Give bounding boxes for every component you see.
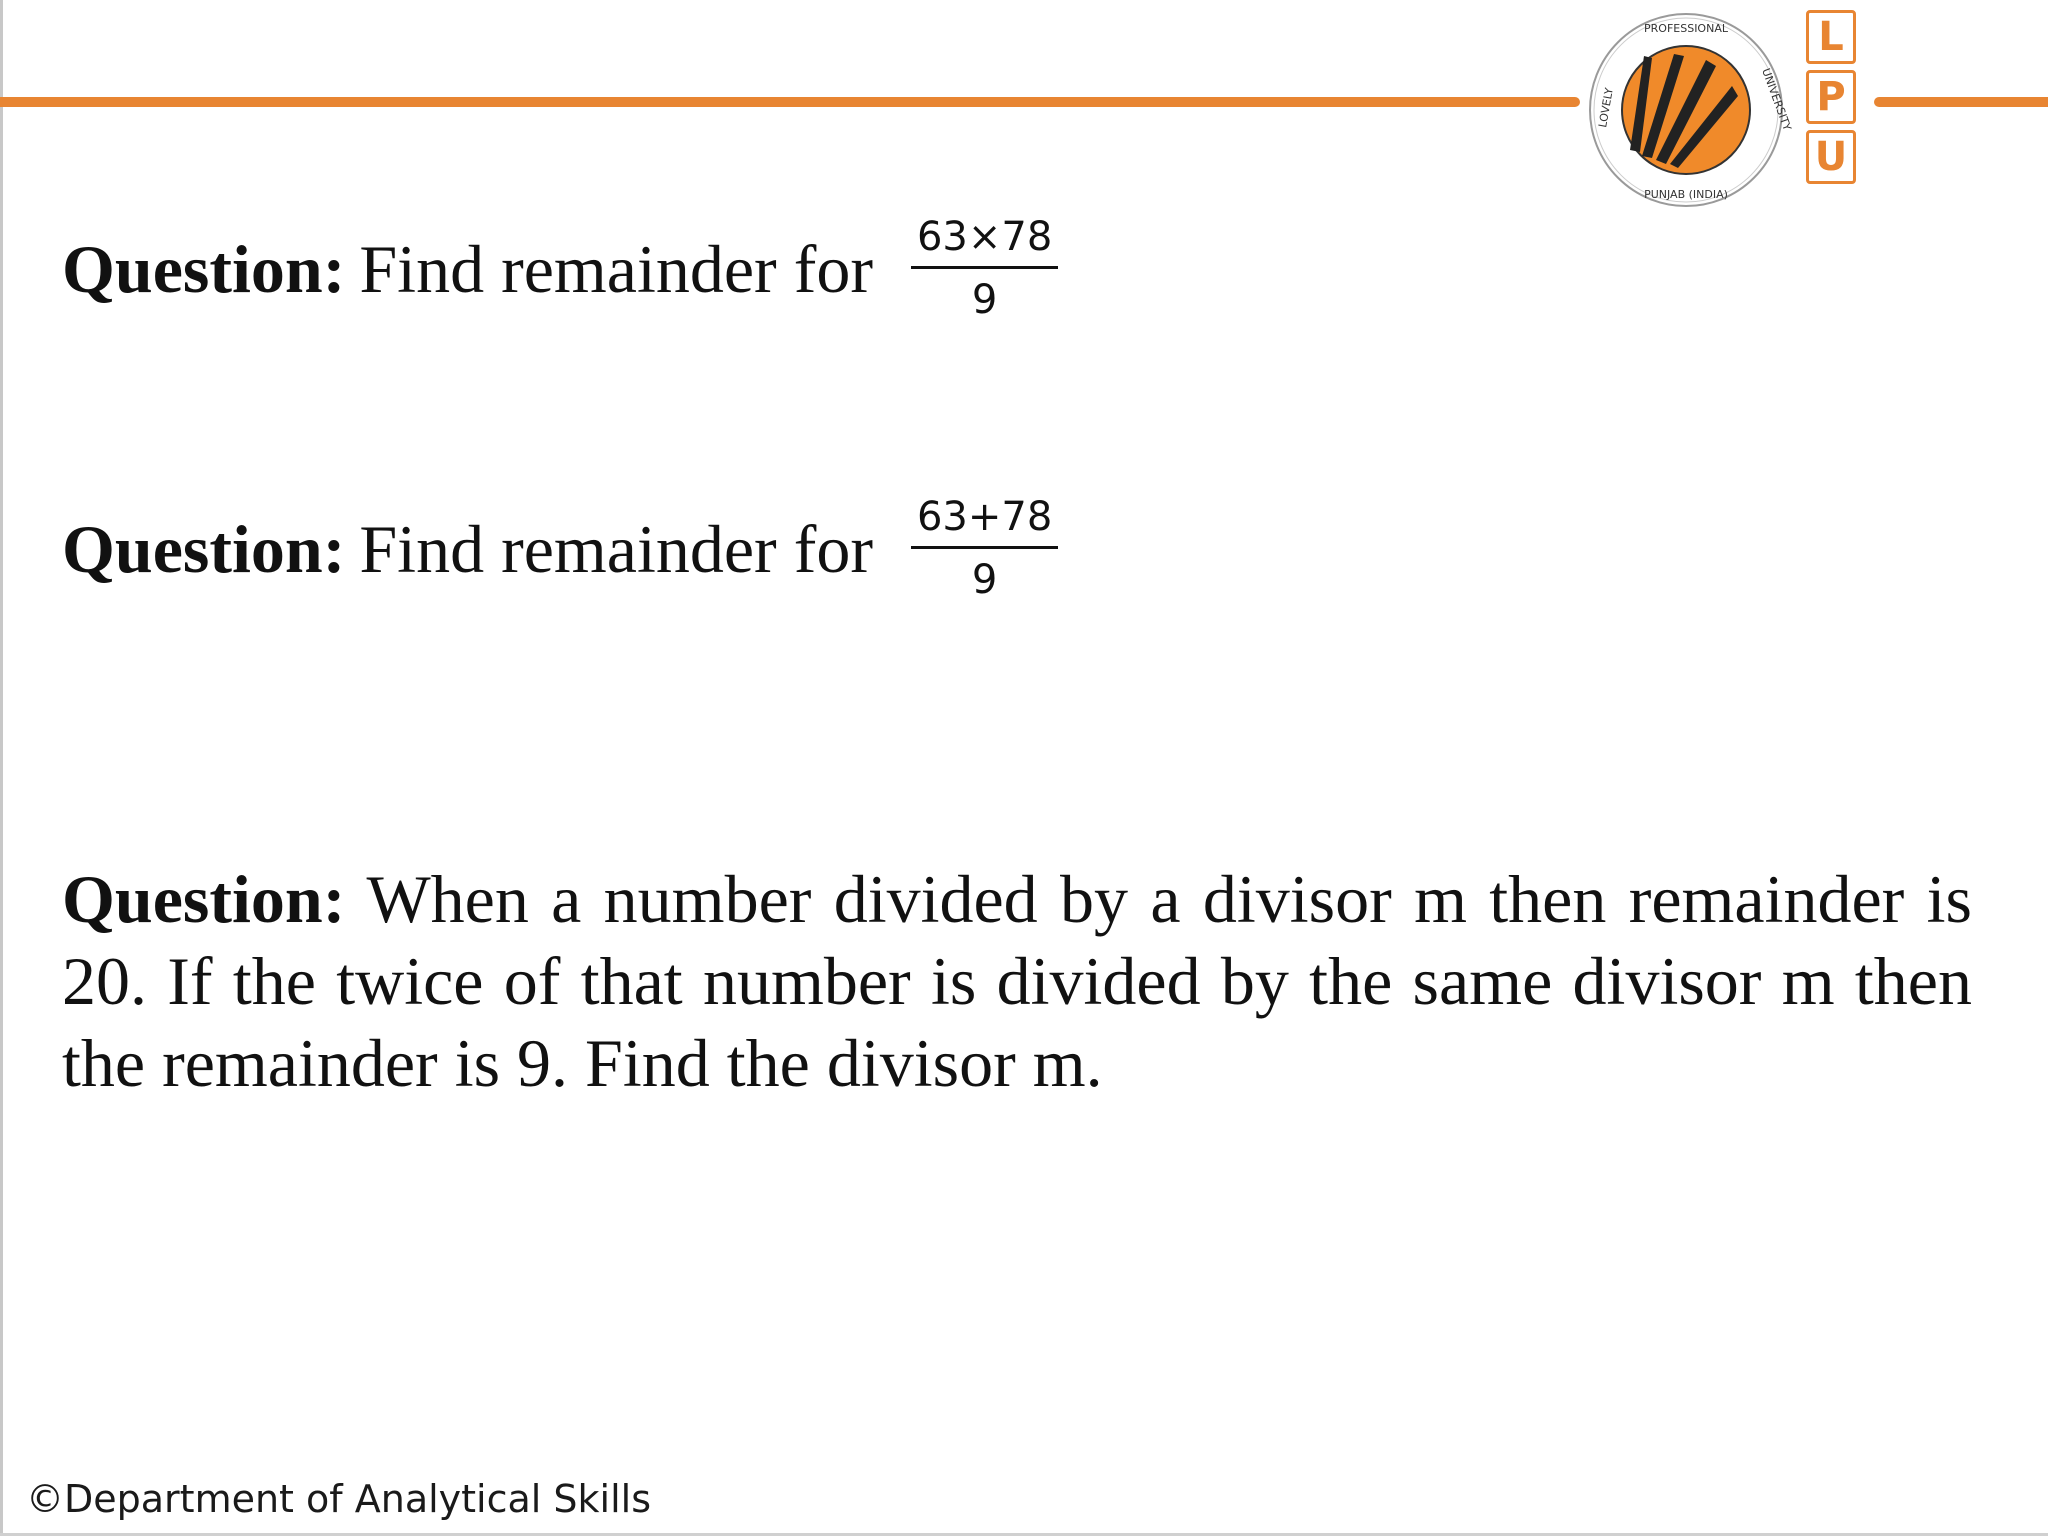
- seal-text-left: LOVELY: [1596, 86, 1616, 129]
- seal-text-bottom: PUNJAB (INDIA): [1644, 188, 1728, 201]
- brand-letter-u: U: [1806, 130, 1856, 184]
- university-seal-logo: [1586, 10, 1794, 210]
- seal-text-right: UNIVERSITY: [1759, 66, 1794, 133]
- question-3: [62, 858, 1972, 1104]
- fraction-denominator: 9: [971, 277, 998, 323]
- question-text: Find remainder for: [359, 230, 873, 307]
- brand-letters: [1806, 10, 1858, 184]
- fraction-numerator: 63×78: [911, 212, 1058, 269]
- fraction: [911, 212, 1058, 325]
- question-1: [62, 212, 1058, 325]
- question-label: Question:: [62, 230, 346, 307]
- header-rule-left: [0, 97, 1580, 107]
- question-label: Question:: [62, 510, 346, 587]
- header-rule-right: [1874, 97, 2048, 107]
- brand-letter-p: P: [1806, 70, 1856, 124]
- fraction-denominator: 9: [971, 557, 998, 603]
- fraction: [911, 492, 1058, 605]
- question-2: [62, 492, 1058, 605]
- fraction-numerator: 63+78: [911, 492, 1058, 549]
- footer-copyright: ©Department of Analytical Skills: [26, 1477, 652, 1521]
- question-text: When a number divided by a divisor m then remainder is 20. If the twice of that number is divided by the same divisor m then the remainder is 9. Find the divisor m.: [62, 861, 1972, 1101]
- question-text: Find remainder for: [359, 510, 873, 587]
- seal-text-top: PROFESSIONAL: [1644, 22, 1728, 35]
- slide-border: [0, 0, 3, 1536]
- question-label: Question:: [62, 861, 346, 937]
- brand-letter-l: L: [1806, 10, 1856, 64]
